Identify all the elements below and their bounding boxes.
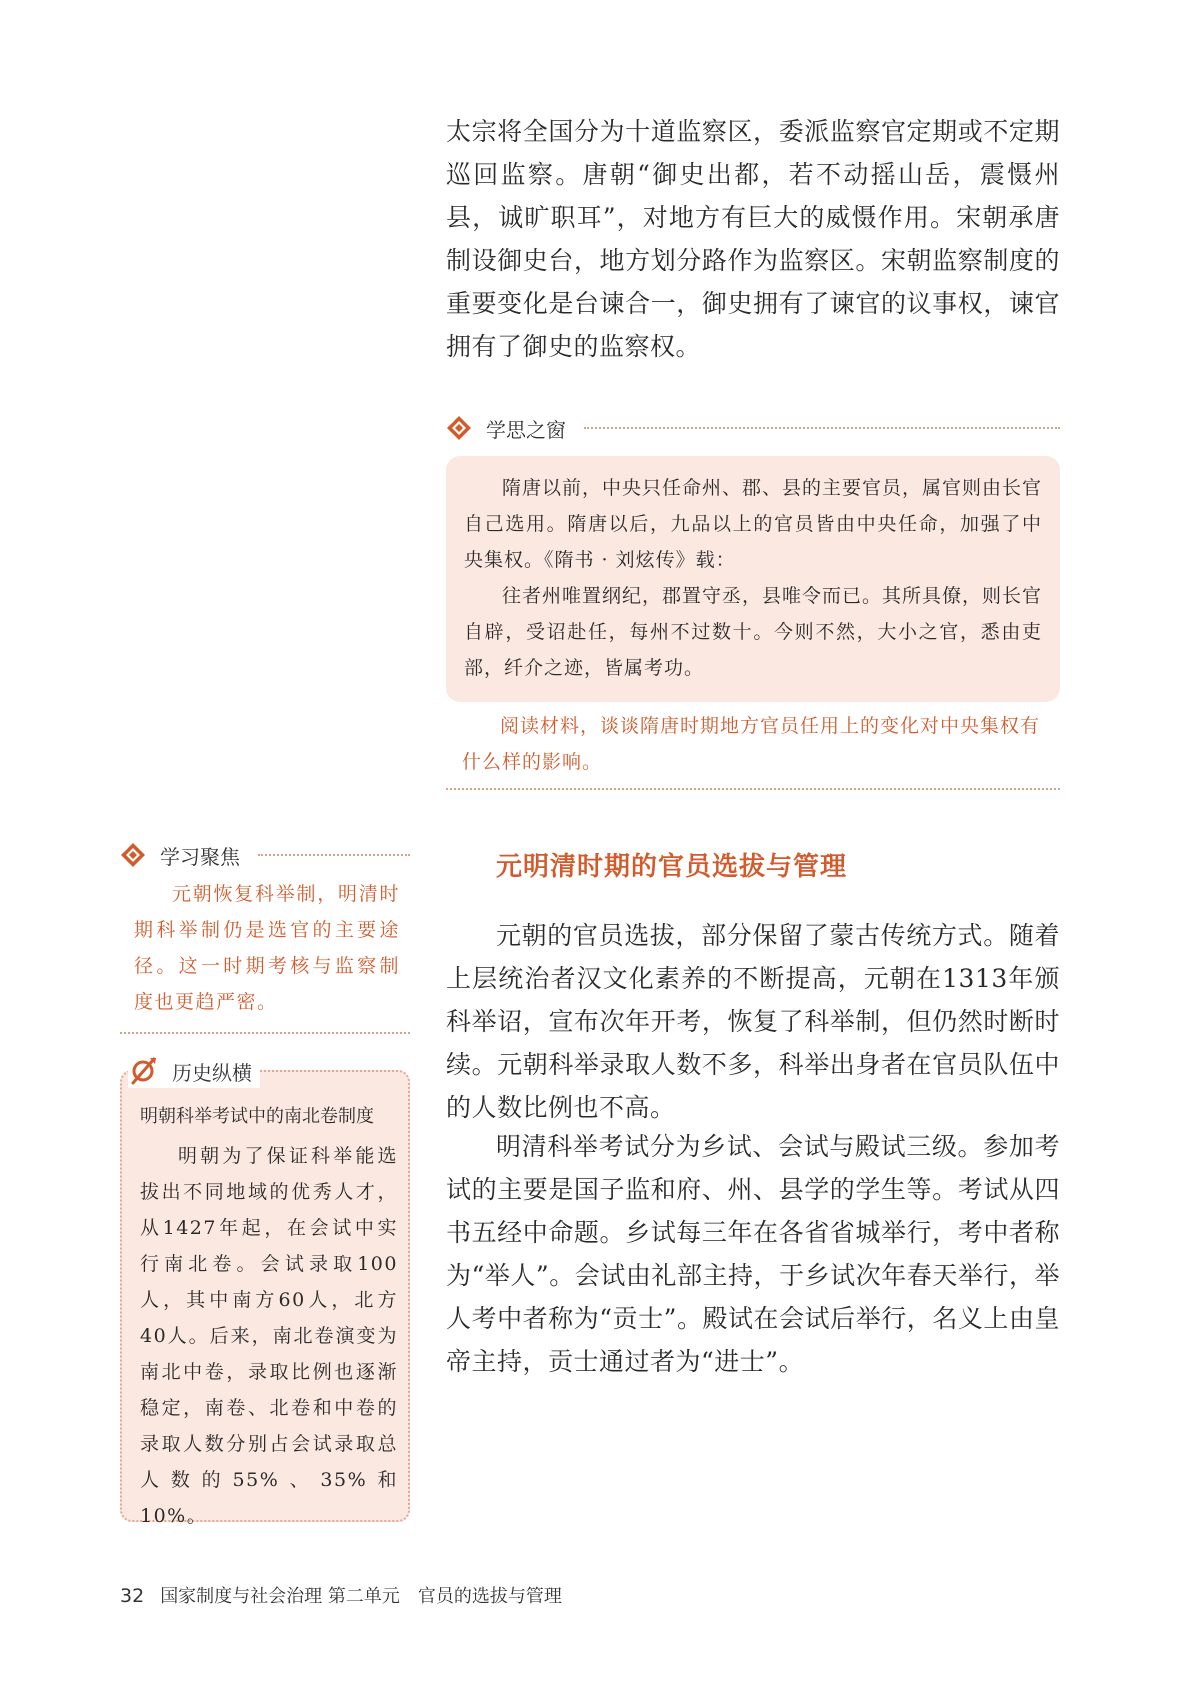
xuesi-question: 阅读材料，谈谈隋唐时期地方官员任用上的变化对中央集权有什么样的影响。	[462, 715, 1041, 773]
divider	[584, 427, 1060, 429]
divider	[446, 788, 1060, 790]
paragraph-mingqing: 明清科举考试分为乡试、会试与殿试三级。参加考试的主要是国子监和府、州、县学的学生等。考试从四书五经中命题。乡试每三年在各省省城举行，考中者称为“举人”。会试由礼部主持，于乡试次年春天举行，举人考中者称为“贡士”。殿试在会试后举行，名义上由皇帝主持，贡士通过者为“进士”。	[446, 1132, 1060, 1376]
xuesi-box	[446, 456, 1060, 702]
page-footer	[120, 1582, 562, 1608]
xuesi-title: 学思之窗	[486, 417, 566, 442]
paragraph-yuan: 元朝的官员选拔，部分保留了蒙古传统方式。随着上层统治者汉文化素养的不断提高，元朝在1313年颁科举诏，宣布次年开考，恢复了科举制，但仍然时断时续。元朝科举录取人数不多，科举出身者在官员队伍中的人数比例也不高。	[446, 921, 1060, 1122]
footer-text: 国家制度与社会治理 第二单元 官员的选拔与管理	[160, 1586, 562, 1607]
page-number: 32	[120, 1585, 145, 1607]
diamond-ornament-icon	[446, 415, 472, 441]
xuesi-paragraph-1: 隋唐以前，中央只任命州、郡、县的主要官员，属官则由长官自己选用。隋唐以后，九品以上的官员皆由中央任命，加强了中央集权。《隋书 · 刘炫传》载：	[464, 477, 1043, 571]
history-text: 明朝为了保证科举能选拔出不同地域的优秀人才，从1427年起，在会试中实行南北卷。会试录取100人，其中南方60人，北方40人。后来，南北卷演变为南北中卷，录取比例也逐渐稳定，南卷、北卷和中卷的录取人数分别占会试录取总人数的55%、35%和10%。	[140, 1145, 398, 1527]
focus-title: 学习聚焦	[160, 844, 240, 869]
history-subtitle: 明朝科举考试中的南北卷制度	[140, 1106, 374, 1127]
xuesi-section-header	[446, 410, 1060, 446]
top-paragraph: 太宗将全国分为十道监察区，委派监察官定期或不定期巡回监察。唐朝“御史出都，若不动摇山岳，震慑州县，诚旷职耳”，对地方有巨大的威慑作用。宋朝承唐制设御史台，地方划分路作为监察区。宋朝监察制度的重要变化是台谏合一，御史拥有了谏官的议事权，谏官拥有了御史的监察权。	[446, 117, 1060, 361]
history-section-header	[128, 1054, 260, 1088]
diamond-ornament-icon	[120, 842, 146, 868]
crossed-circle-icon	[128, 1056, 158, 1086]
xuesi-paragraph-2: 往者州唯置纲纪，郡置守丞，县唯令而已。其所具僚，则长官自辟，受诏赴任，每州不过数十。今则不然，大小之官，悉由吏部，纤介之迹，皆属考功。	[464, 585, 1043, 679]
history-title: 历史纵横	[172, 1060, 252, 1085]
section-heading: 元明清时期的官员选拔与管理	[496, 852, 848, 882]
focus-section-header	[120, 838, 410, 872]
divider	[258, 854, 410, 856]
focus-text: 元朝恢复科举制，明清时期科举制仍是选官的主要途径。这一时期考核与监察制度也更趋严密。	[134, 883, 400, 1013]
divider	[120, 1032, 410, 1034]
